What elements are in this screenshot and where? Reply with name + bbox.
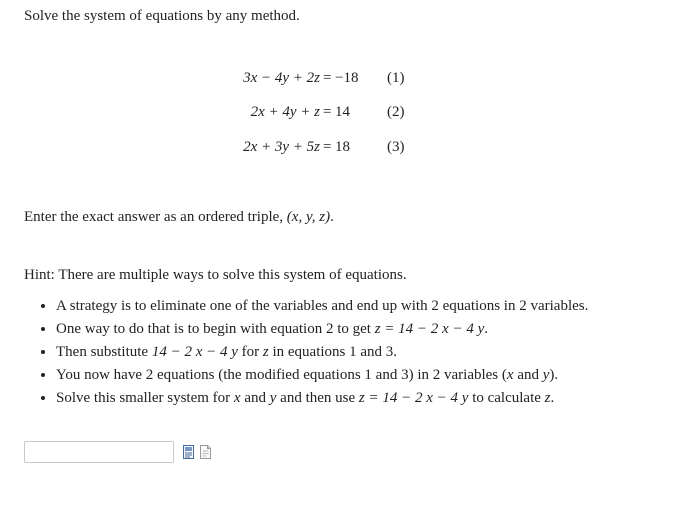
equation-lhs: 2x + 3y + 5z (243, 139, 320, 155)
instruction-end: . (330, 209, 334, 225)
equation-editor-icon[interactable] (183, 445, 194, 459)
answer-input[interactable] (24, 441, 174, 463)
equation-number: (3) (387, 139, 405, 155)
hint-text: to calculate (472, 390, 541, 406)
hint-var: z (262, 344, 269, 360)
equation-lhs: 2x + 4y + z (250, 104, 320, 120)
hint-var: y (542, 367, 550, 383)
hint-text: . (484, 321, 488, 337)
hint-text: Solve this smaller system for (56, 390, 231, 406)
hint-text: in equations 1 and 3. (272, 344, 398, 360)
hint-var: x (233, 390, 241, 406)
hint-text: Then substitute (56, 344, 149, 360)
hint-var: z (544, 390, 551, 406)
hint-text: for (241, 344, 260, 360)
hint-item (56, 341, 676, 364)
equation-row-3 (0, 139, 698, 161)
hint-text: and (517, 367, 539, 383)
hint-math: z = 14 − 2 x − 4 y (374, 321, 485, 337)
question-prompt: Solve the system of equations by any method. (24, 8, 300, 24)
equation-rhs: 18 (335, 139, 350, 155)
hint-text: and (244, 390, 266, 406)
equals-sign: = (323, 70, 332, 86)
preview-document-icon[interactable] (200, 445, 211, 459)
equation-rhs: −18 (335, 70, 359, 86)
hint-item (56, 387, 676, 410)
equation-row-2 (0, 104, 698, 126)
equals-sign: = (323, 139, 332, 155)
hint-math: 14 − 2 x − 4 y (151, 344, 238, 360)
equation-rhs: 14 (335, 104, 350, 120)
equation-row-1 (0, 70, 698, 92)
hint-list (14, 295, 676, 410)
ordered-triple: (x, y, z) (286, 209, 331, 225)
hint-item (56, 295, 676, 318)
hint-var: x (506, 367, 514, 383)
hint-text: . (550, 390, 555, 406)
instruction-text: Enter the exact answer as an ordered triple, (24, 209, 284, 225)
equation-number: (2) (387, 104, 405, 120)
hint-text: One way to do that is to begin with equation 2 to get (56, 321, 371, 337)
hint-math: z = 14 − 2 x − 4 y (358, 390, 469, 406)
answer-instruction (24, 209, 334, 226)
equals-sign: = (323, 104, 332, 120)
hint-item (56, 318, 676, 341)
hint-text: A strategy is to eliminate one of the variables and end up with 2 equations in 2 variables. (56, 298, 589, 314)
equation-lhs: 3x − 4y + 2z (243, 70, 320, 86)
hint-text: You now have 2 equations (the modified equations 1 and 3) in 2 variables ( (56, 367, 507, 383)
hint-var: y (269, 390, 277, 406)
hint-item (56, 364, 676, 387)
equation-number: (1) (387, 70, 405, 86)
hint-intro: Hint: There are multiple ways to solve this system of equations. (24, 267, 407, 283)
hint-text: ). (549, 367, 559, 383)
hint-text: and then use (280, 390, 356, 406)
